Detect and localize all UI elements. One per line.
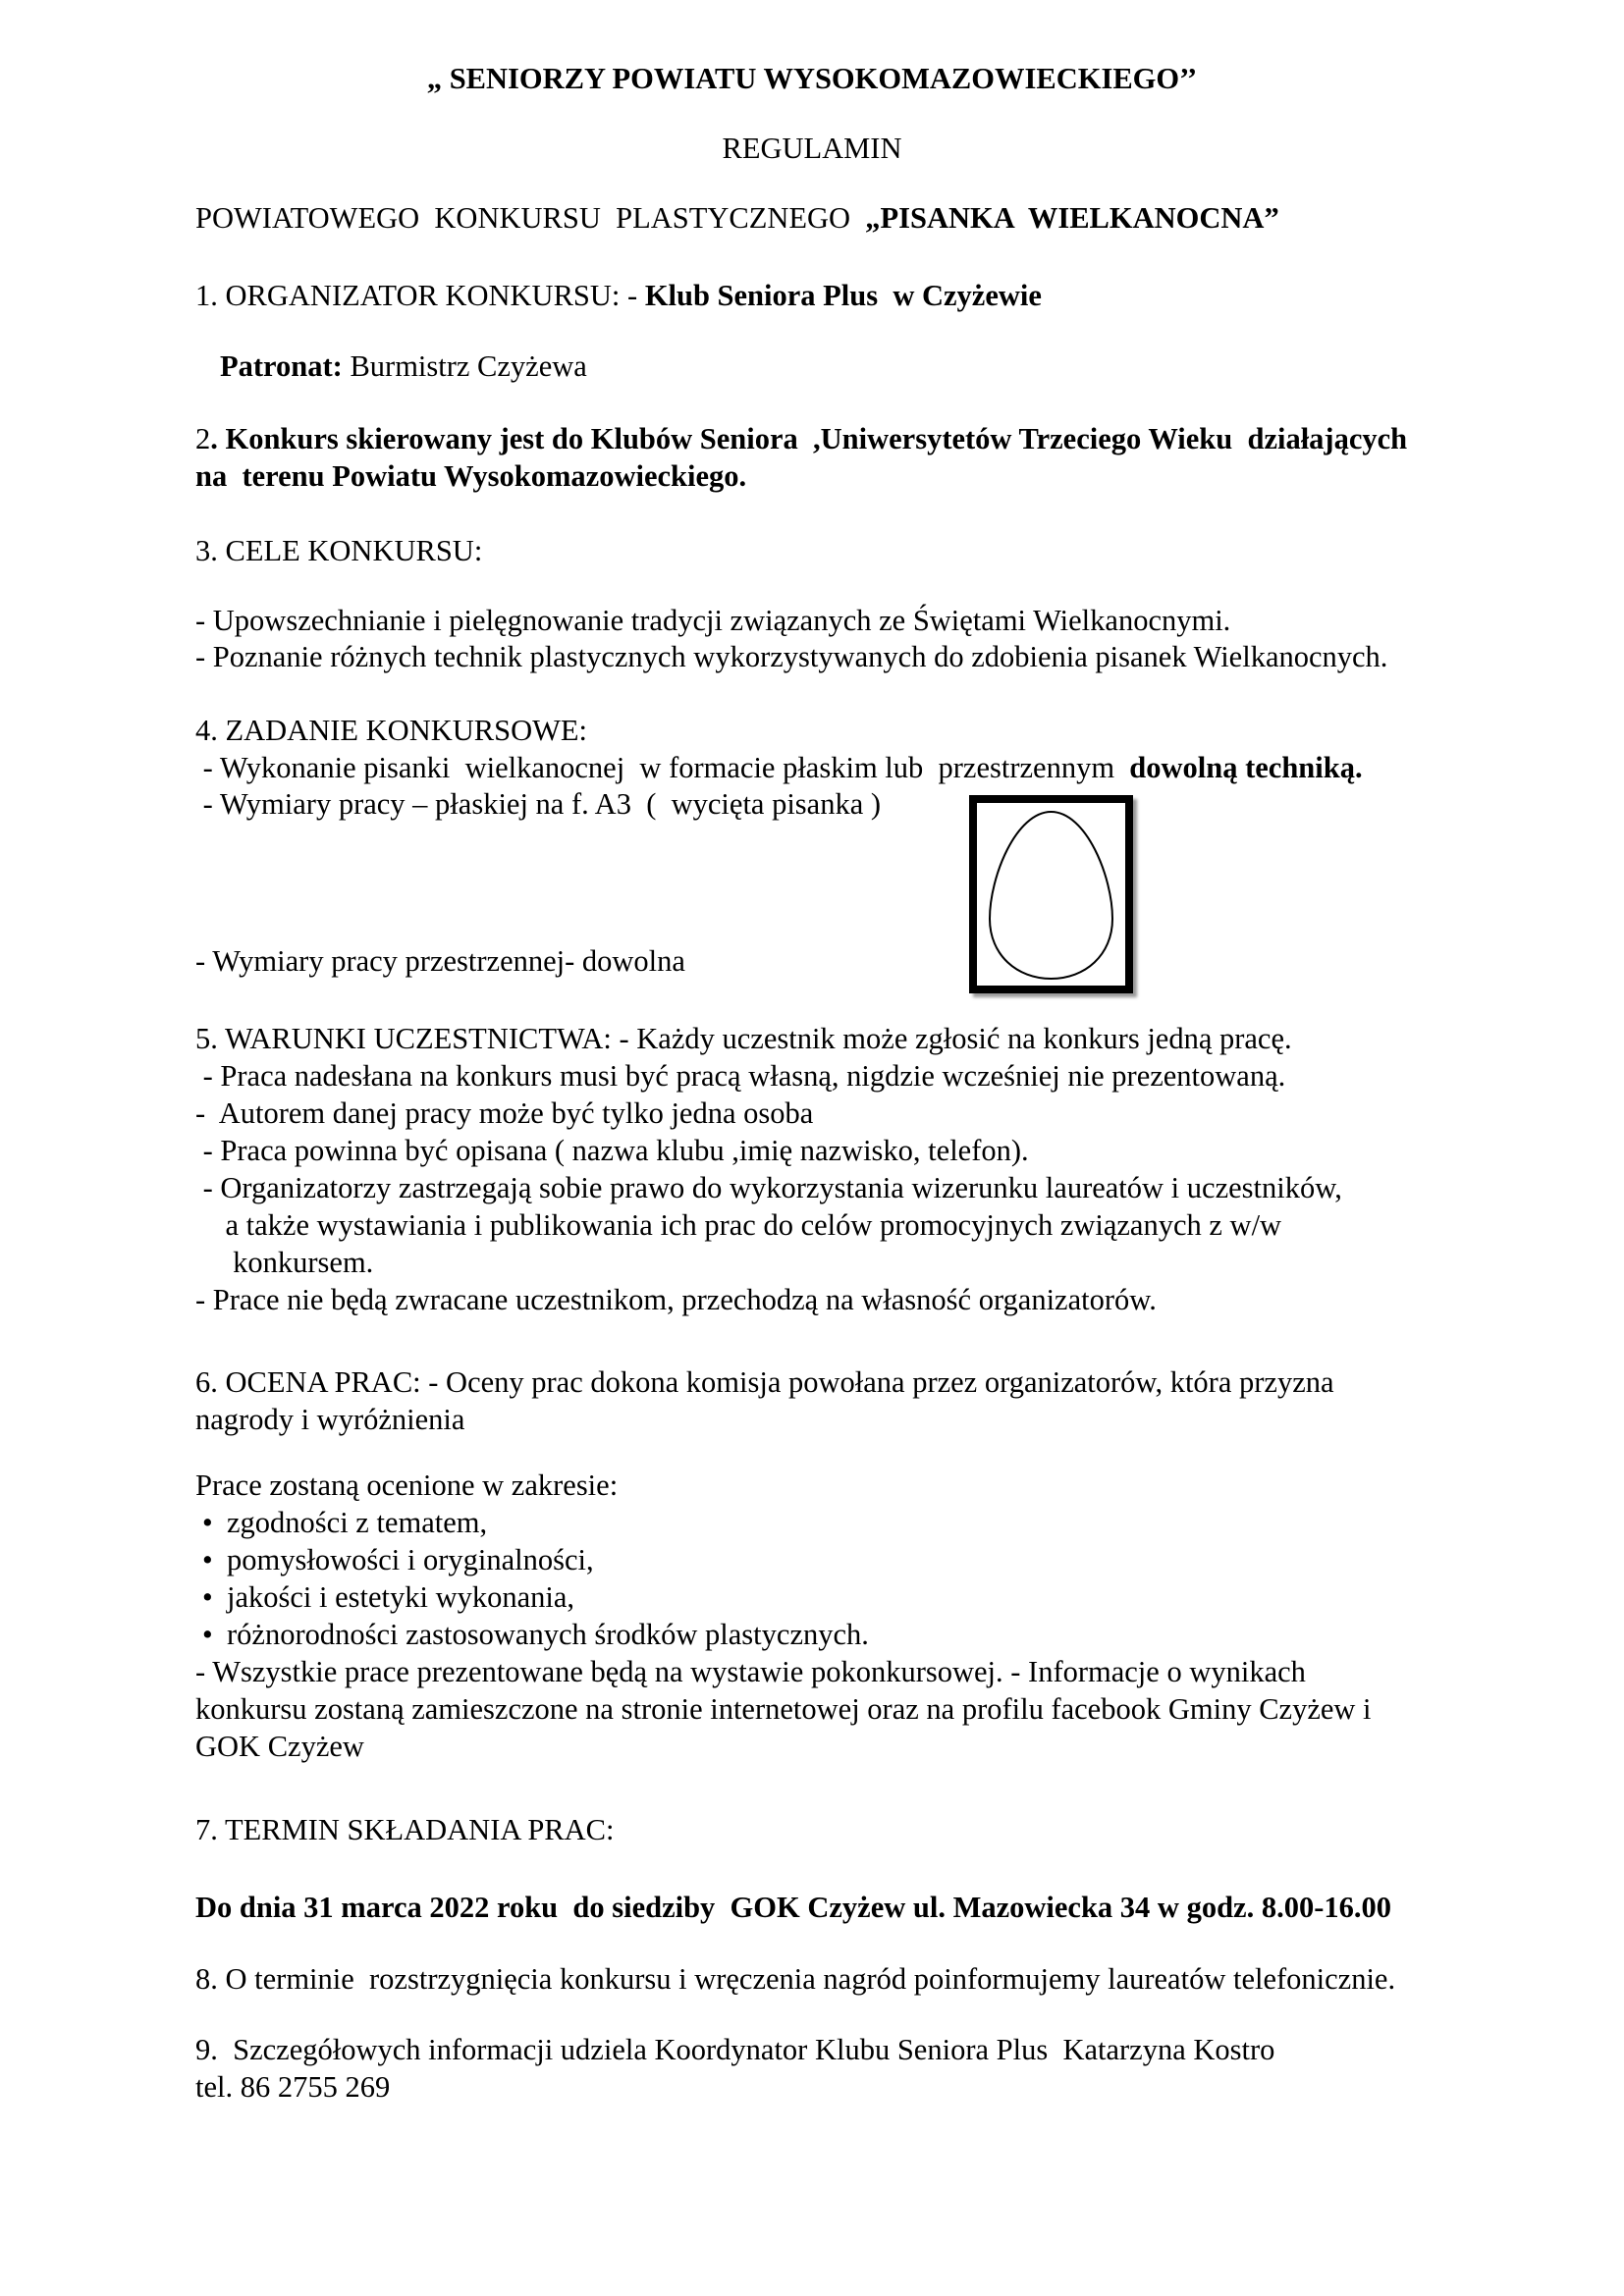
results-info-line: - Wszystkie prace prezentowane będą na wystawie pokonkursowej. - Informacje o wynikach [195, 1655, 1306, 1688]
section-7-heading: 7. TERMIN SKŁADANIA PRAC: [195, 1813, 615, 1846]
section-1-organizer [195, 278, 1042, 315]
evaluation-bullet-icon: • [202, 1506, 213, 1539]
section-5-line: konkursem. [195, 1246, 374, 1279]
patronage-line [220, 348, 587, 386]
regulamin-heading: REGULAMIN [722, 132, 902, 165]
section-5-line: - Autorem danej pracy może być tylko jedna osoba [195, 1096, 814, 1130]
evaluation-criterion: jakości i estetyki wykonania, [227, 1580, 575, 1614]
contest-name: „PISANKA WIELKANOCNA” [865, 201, 1279, 235]
goal-item: - Upowszechnianie i pielęgnowanie tradycji związanych ze Świętami Wielkanocnymi. [195, 604, 1231, 637]
section-4-heading: 4. ZADANIE KONKURSOWE: [195, 714, 588, 747]
contact-phone: tel. 86 2755 269 [195, 2070, 391, 2104]
contest-title [195, 200, 1279, 238]
egg-outline-icon [977, 803, 1125, 986]
section-3-heading: 3. CELE KONKURSU: [195, 534, 483, 567]
section-8-text: 8. O terminie rozstrzygnięcia konkursu i wręczenia nagród poinformujemy laureatów telefonicznie. [195, 1962, 1396, 1996]
task-item-technique: dowolną techniką. [1129, 751, 1363, 784]
section-6-line: nagrody i wyróżnienia [195, 1403, 465, 1436]
section-2-text: . Konkurs skierowany jest do Klubów Seniora ,Uniwersytetów Trzeciego Wieku działających [210, 422, 1408, 455]
organizer-name: Klub Seniora Plus w Czyżewie [644, 279, 1042, 312]
section-9-contact: 9. Szczegółowych informacji udziela Koordynator Klubu Seniora Plus Katarzyna Kostro [195, 2033, 1275, 2066]
section-5-line: - Praca powinna być opisana ( nazwa klubu ,imię nazwisko, telefon). [195, 1134, 1029, 1167]
task-item: - Wymiary pracy – płaskiej na f. A3 ( wycięta pisanka ) [195, 787, 882, 821]
section-5-line: - Praca nadesłana na konkurs musi być pracą własną, nigdzie wcześniej nie prezentowaną. [195, 1059, 1286, 1093]
evaluation-intro: Prace zostaną ocenione w zakresie: [195, 1468, 619, 1502]
section-5-line: a także wystawiania i publikowania ich prac do celów promocyjnych związanych z w/w [195, 1208, 1282, 1242]
evaluation-criterion: zgodności z tematem, [227, 1506, 488, 1539]
evaluation-criterion: pomysłowości i oryginalności, [227, 1543, 594, 1576]
patronage-value: Burmistrz Czyżewa [342, 349, 587, 383]
section-5-line: - Prace nie będą zwracane uczestnikom, przechodzą na własność organizatorów. [195, 1283, 1157, 1316]
organizer-label: 1. ORGANIZATOR KONKURSU: - [195, 279, 645, 312]
evaluation-bullet-icon: • [202, 1543, 213, 1576]
task-item: - Wymiary pracy przestrzennej- dowolna [195, 944, 685, 978]
results-info-line: konkursu zostaną zamieszczone na stronie internetowej oraz na profilu facebook Gminy Czyżew i [195, 1692, 1372, 1726]
section-2-line-1 [195, 421, 1407, 458]
patronage-label: Patronat: [220, 349, 343, 383]
evaluation-bullet-icon: • [202, 1618, 213, 1651]
evaluation-criterion: różnorodności zastosowanych środków plastycznych. [227, 1618, 869, 1651]
document-title: „ SENIORZY POWIATU WYSOKOMAZOWIECKIEGO’’ [426, 62, 1198, 95]
submission-deadline: Do dnia 31 marca 2022 roku do siedziby GOK Czyżew ul. Mazowiecka 34 w godz. 8.00-16.00 [195, 1891, 1391, 1924]
task-item-text: - Wykonanie pisanki wielkanocnej w formacie płaskim lub przestrzennym [195, 751, 1130, 784]
contest-title-prefix: POWIATOWEGO KONKURSU PLASTYCZNEGO [195, 201, 866, 235]
goal-item: - Poznanie różnych technik plastycznych wykorzystywanych do zdobienia pisanek Wielkanocnych. [195, 640, 1388, 673]
section-5-line: 5. WARUNKI UCZESTNICTWA: - Każdy uczestnik może zgłosić na konkurs jedną pracę. [195, 1022, 1292, 1055]
evaluation-bullet-icon: • [202, 1580, 213, 1614]
results-info-line: GOK Czyżew [195, 1730, 364, 1763]
section-6-line: 6. OCENA PRAC: - Oceny prac dokona komisja powołana przez organizatorów, która przyzna [195, 1365, 1334, 1399]
section-2-line-2: na terenu Powiatu Wysokomazowieckiego. [195, 459, 747, 493]
task-item [195, 750, 1363, 787]
section-5-line: - Organizatorzy zastrzegają sobie prawo do wykorzystania wizerunku laureatów i uczestników, [195, 1171, 1342, 1204]
section-2-number: 2 [195, 422, 211, 455]
egg-illustration-frame [969, 795, 1133, 993]
